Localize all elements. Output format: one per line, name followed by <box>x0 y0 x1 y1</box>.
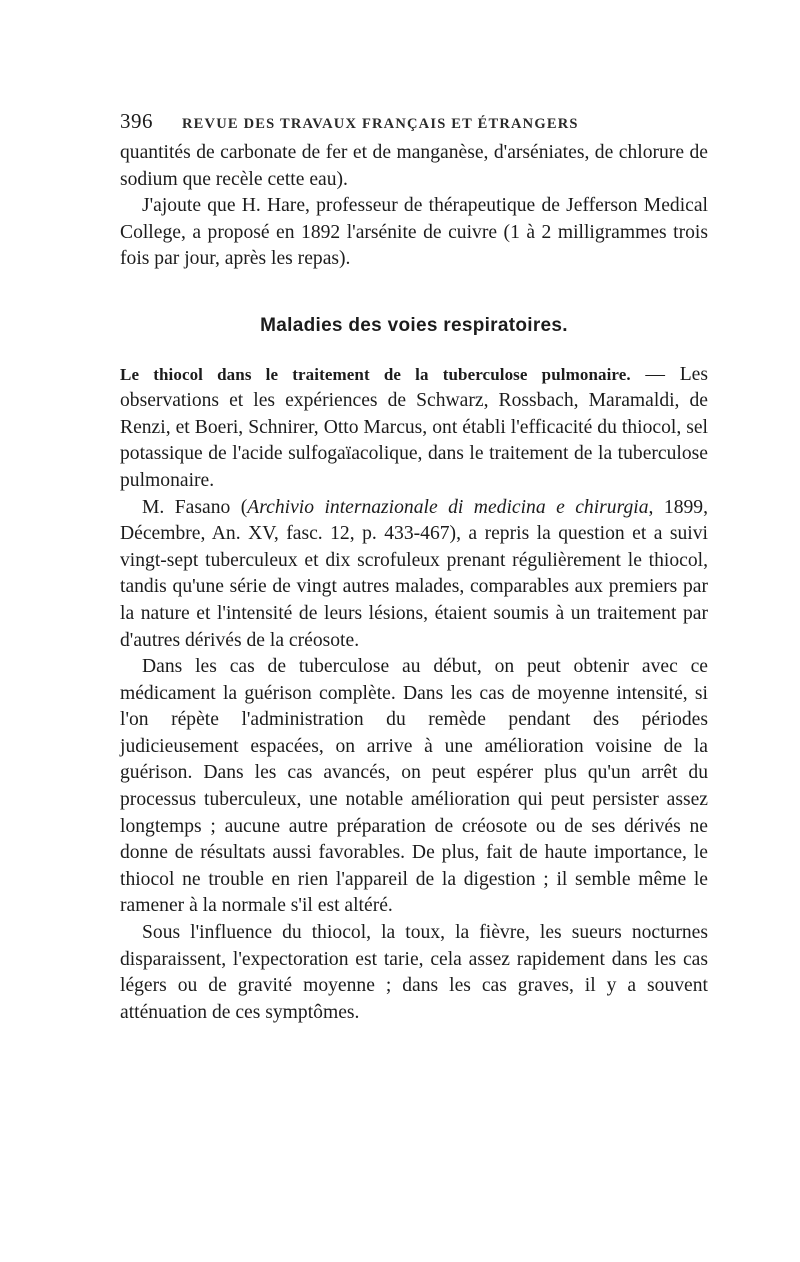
paragraph-influence: Sous l'influence du thiocol, la toux, la fièvre, les sueurs nocturnes disparaissent, l'expectoration est tarie, cela assez rapidement dans les cas légers ou de gravité moyenne ; dans les cas graves, il y a souvent atténuation de ces symptômes. <box>120 922 708 1023</box>
paragraph-fasano <box>120 495 708 655</box>
paragraph-hare: J'ajoute que H. Hare, professeur de thérapeutique de Jefferson Medical College, a proposé en 1892 l'arsénite de cuivre (1 à 2 milligrammes trois fois par jour, après les repas). <box>120 195 708 270</box>
book-page <box>120 108 708 1026</box>
journal-citation: Archivio internazionale di medicina e chirurgia <box>247 496 649 518</box>
page-number: 396 <box>120 109 153 133</box>
article-intro-paragraph <box>120 362 708 495</box>
fasano-text-after: , 1899, Décembre, An. XV, fasc. 12, p. 433-467), a repris la question et a suivi vingt-sept tuberculeux et dix scrofuleux prenant régulièrement le thiocol, tandis qu'une série de vingt autres malades, comparables aux premiers par la nature et l'intensité de leurs lésions, étaient soumis à un traitement par d'autres dérivés de la créosote. <box>120 496 708 651</box>
article-intro-text: — Les observations et les expériences de Schwarz, Rossbach, Maramaldi, de Renzi, et Boeri, Schnirer, Otto Marcus, ont établi l'efficacité du thiocol, sel potassique de l'acide sulfogaïacolique, dans le traitement de la tuberculose pulmonaire. <box>120 363 708 491</box>
running-title: REVUE DES TRAVAUX FRANÇAIS ET ÉTRANGERS <box>182 116 579 132</box>
fasano-text-before: M. Fasano ( <box>142 496 248 518</box>
paragraph-results: Dans les cas de tuberculose au début, on peut obtenir avec ce médicament la guérison complète. Dans les cas de moyenne intensité, si l'on répète l'administration du remède pendant des périodes judicieusement espacées, on arrive à une amélioration voisine de la guérison. Dans les cas avancés, on peut espérer plus qu'un arrêt du processus tuberculeux, une notable amélioration qui peut persister assez longtemps ; aucune autre préparation de créosote ou de ses dérivés ne donne de résultats aussi favorables. De plus, fait de haute importance, le thiocol ne trouble en rien l'appareil de la digestion ; il semble même le ramener à la normale s'il est altéré. <box>120 656 708 917</box>
section-heading: Maladies des voies respiratoires. <box>260 314 568 336</box>
article-title: Le thiocol dans le traitement de la tuberculose pulmonaire. <box>120 364 631 384</box>
running-head <box>120 108 708 138</box>
paragraph-continuation: quantités de carbonate de fer et de manganèse, d'arséniates, de chlorure de sodium que recèle cette eau). <box>120 142 708 190</box>
